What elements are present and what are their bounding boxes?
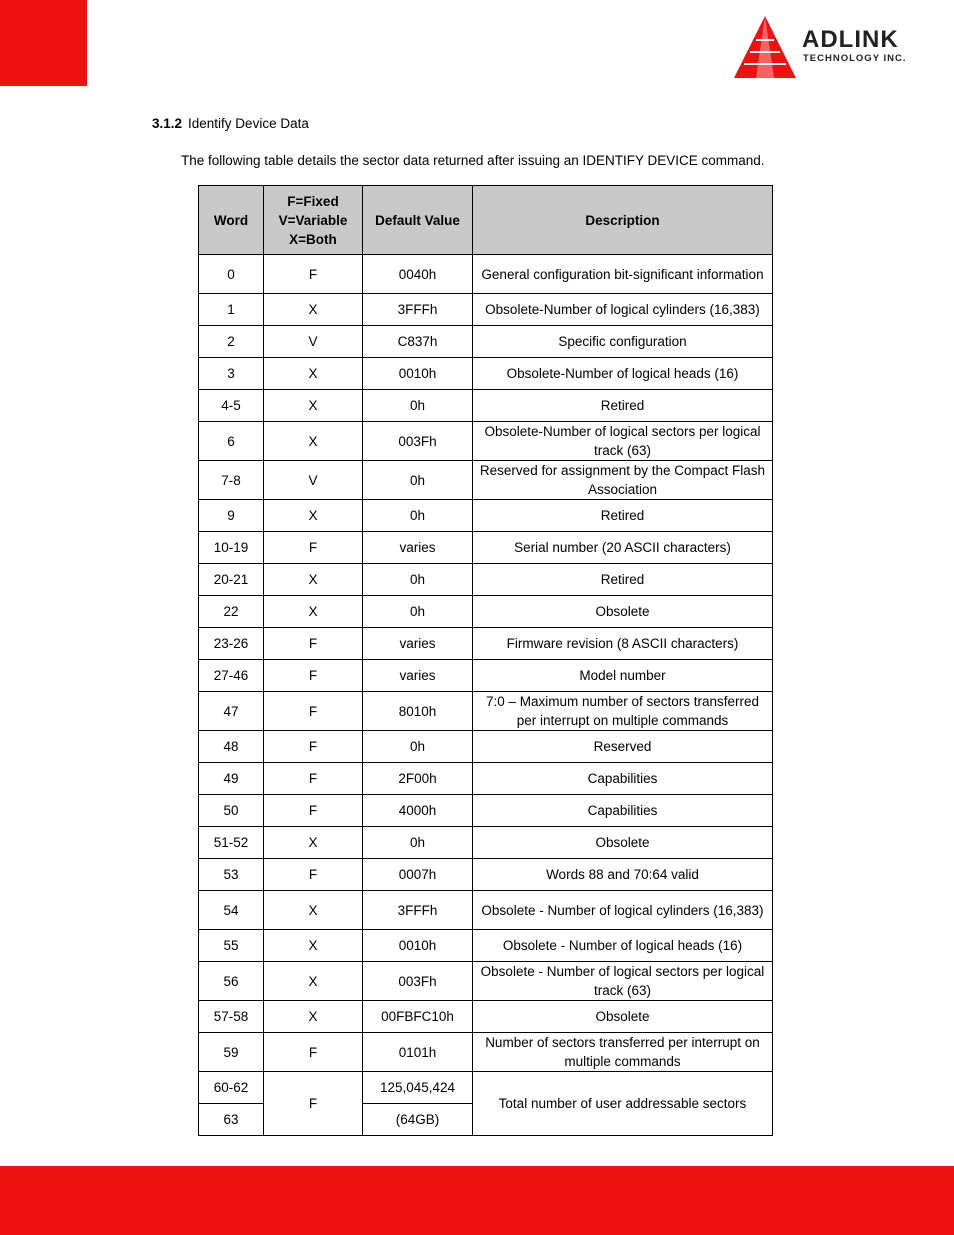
- cell-default: 0010h: [363, 358, 473, 390]
- table-row: [199, 596, 773, 628]
- cell-default: 3FFFh: [363, 294, 473, 326]
- cell-word: 3: [199, 358, 264, 390]
- cell-word: 1: [199, 294, 264, 326]
- header-default-value: Default Value: [363, 186, 473, 255]
- table-body: [199, 255, 773, 1136]
- cell-word: 9: [199, 500, 264, 532]
- table-row: [199, 962, 773, 1001]
- header-description: Description: [473, 186, 773, 255]
- cell-description: Firmware revision (8 ASCII characters): [473, 628, 773, 660]
- table-row: [199, 827, 773, 859]
- header-type: [264, 186, 363, 255]
- cell-type: F: [264, 859, 363, 891]
- cell-description: Reserved: [473, 731, 773, 763]
- cell-description: General configuration bit-significant information: [473, 255, 773, 294]
- header-type-variable: V=Variable: [278, 212, 348, 228]
- header-word: Word: [199, 186, 264, 255]
- table-row: [199, 859, 773, 891]
- cell-default: 003Fh: [363, 422, 473, 461]
- section-title: Identify Device Data: [188, 116, 309, 131]
- cell-type: F: [264, 1033, 363, 1072]
- cell-description: Specific configuration: [473, 326, 773, 358]
- cell-description: Retired: [473, 564, 773, 596]
- table-header-row: [199, 186, 773, 255]
- cell-word: 48: [199, 731, 264, 763]
- cell-type: X: [264, 564, 363, 596]
- cell-description: 7:0 – Maximum number of sectors transferred per interrupt on multiple commands: [473, 692, 773, 731]
- cell-type: X: [264, 422, 363, 461]
- section-number: 3.1.2: [152, 116, 183, 131]
- cell-word: 27-46: [199, 660, 264, 692]
- cell-default: 0040h: [363, 255, 473, 294]
- cell-type: F: [264, 763, 363, 795]
- table-row: [199, 255, 773, 294]
- cell-word: 23-26: [199, 628, 264, 660]
- cell-default: 0010h: [363, 930, 473, 962]
- cell-default: 3FFFh: [363, 891, 473, 930]
- cell-description: Obsolete: [473, 1001, 773, 1033]
- cell-default: 003Fh: [363, 962, 473, 1001]
- cell-type: V: [264, 461, 363, 500]
- table-row: [199, 461, 773, 500]
- table-row: [199, 500, 773, 532]
- cell-default: 2F00h: [363, 763, 473, 795]
- cell-default: 00FBFC10h: [363, 1001, 473, 1033]
- cell-description: Obsolete: [473, 596, 773, 628]
- cell-type: F: [264, 692, 363, 731]
- cell-type: X: [264, 891, 363, 930]
- cell-type: F: [264, 795, 363, 827]
- table-row: [199, 564, 773, 596]
- cell-description: Obsolete: [473, 827, 773, 859]
- cell-word: 2: [199, 326, 264, 358]
- cell-word: 51-52: [199, 827, 264, 859]
- cell-description: Retired: [473, 390, 773, 422]
- table-row: [199, 763, 773, 795]
- cell-word: 53: [199, 859, 264, 891]
- cell-default: 125,045,424: [363, 1072, 473, 1104]
- cell-description: Obsolete-Number of logical heads (16): [473, 358, 773, 390]
- table-row: [199, 326, 773, 358]
- cell-description: Obsolete-Number of logical cylinders (16,383): [473, 294, 773, 326]
- cell-word: 4-5: [199, 390, 264, 422]
- cell-default: 0h: [363, 596, 473, 628]
- cell-description: Obsolete - Number of logical sectors per logical track (63): [473, 962, 773, 1001]
- cell-type: X: [264, 827, 363, 859]
- cell-type: X: [264, 1001, 363, 1033]
- cell-word: 50: [199, 795, 264, 827]
- cell-default: 0h: [363, 731, 473, 763]
- cell-default: varies: [363, 628, 473, 660]
- table-row: [199, 1001, 773, 1033]
- cell-word: 7-8: [199, 461, 264, 500]
- cell-default: (64GB): [363, 1104, 473, 1136]
- header-corner-block: [0, 0, 87, 86]
- logo-triangle-icon: [732, 14, 798, 80]
- cell-type: X: [264, 294, 363, 326]
- cell-type: V: [264, 326, 363, 358]
- cell-default: C837h: [363, 326, 473, 358]
- cell-word: 20-21: [199, 564, 264, 596]
- cell-description: Obsolete-Number of logical sectors per logical track (63): [473, 422, 773, 461]
- cell-default: 0h: [363, 390, 473, 422]
- cell-type: F: [264, 532, 363, 564]
- cell-description: Retired: [473, 500, 773, 532]
- cell-default: 0h: [363, 827, 473, 859]
- table-row: [199, 1033, 773, 1072]
- cell-word: 63: [199, 1104, 264, 1136]
- cell-type: X: [264, 930, 363, 962]
- cell-description: Obsolete - Number of logical cylinders (16,383): [473, 891, 773, 930]
- cell-type: X: [264, 500, 363, 532]
- table-row: [199, 891, 773, 930]
- cell-default: varies: [363, 660, 473, 692]
- cell-description: Capabilities: [473, 763, 773, 795]
- cell-type: X: [264, 596, 363, 628]
- footer-bar: [0, 1166, 954, 1235]
- header-type-both: X=Both: [289, 231, 337, 247]
- identify-device-table: [198, 185, 773, 1136]
- cell-word: 6: [199, 422, 264, 461]
- cell-default: 0h: [363, 500, 473, 532]
- cell-type: X: [264, 390, 363, 422]
- cell-word: 54: [199, 891, 264, 930]
- cell-word: 55: [199, 930, 264, 962]
- cell-type: F: [264, 628, 363, 660]
- cell-description: Total number of user addressable sectors: [473, 1072, 773, 1136]
- cell-word: 0: [199, 255, 264, 294]
- table-row: [199, 422, 773, 461]
- cell-description: Words 88 and 70:64 valid: [473, 859, 773, 891]
- logo-tagline: TECHNOLOGY INC.: [803, 53, 907, 64]
- cell-word: 49: [199, 763, 264, 795]
- cell-default: varies: [363, 532, 473, 564]
- cell-type: F: [264, 660, 363, 692]
- cell-default: 0101h: [363, 1033, 473, 1072]
- cell-type: F: [264, 255, 363, 294]
- cell-type: F: [264, 731, 363, 763]
- cell-word: 60-62: [199, 1072, 264, 1104]
- table-row-last-a: [199, 1072, 773, 1104]
- cell-type: F: [264, 1072, 363, 1136]
- table-row: [199, 628, 773, 660]
- cell-default: 0007h: [363, 859, 473, 891]
- company-logo: [732, 14, 942, 80]
- cell-word: 47: [199, 692, 264, 731]
- table-row: [199, 390, 773, 422]
- cell-description: Reserved for assignment by the Compact Flash Association: [473, 461, 773, 500]
- logo-wordmark: ADLINK: [802, 26, 899, 53]
- table-row: [199, 795, 773, 827]
- cell-description: Serial number (20 ASCII characters): [473, 532, 773, 564]
- table-row: [199, 692, 773, 731]
- header-type-fixed: F=Fixed: [287, 193, 339, 209]
- cell-description: Capabilities: [473, 795, 773, 827]
- table-row: [199, 532, 773, 564]
- table-row: [199, 930, 773, 962]
- table-row: [199, 731, 773, 763]
- table-row: [199, 660, 773, 692]
- cell-word: 57-58: [199, 1001, 264, 1033]
- cell-word: 10-19: [199, 532, 264, 564]
- table-row: [199, 294, 773, 326]
- cell-word: 56: [199, 962, 264, 1001]
- cell-description: Obsolete - Number of logical heads (16): [473, 930, 773, 962]
- cell-type: X: [264, 358, 363, 390]
- cell-default: 4000h: [363, 795, 473, 827]
- cell-word: 22: [199, 596, 264, 628]
- intro-paragraph: The following table details the sector data returned after issuing an IDENTIFY DEVICE command.: [181, 153, 765, 168]
- cell-description: Model number: [473, 660, 773, 692]
- cell-default: 0h: [363, 461, 473, 500]
- cell-word: 59: [199, 1033, 264, 1072]
- cell-default: 8010h: [363, 692, 473, 731]
- cell-description: Number of sectors transferred per interrupt on multiple commands: [473, 1033, 773, 1072]
- section-heading: [152, 116, 309, 131]
- cell-type: X: [264, 962, 363, 1001]
- cell-default: 0h: [363, 564, 473, 596]
- table-row: [199, 358, 773, 390]
